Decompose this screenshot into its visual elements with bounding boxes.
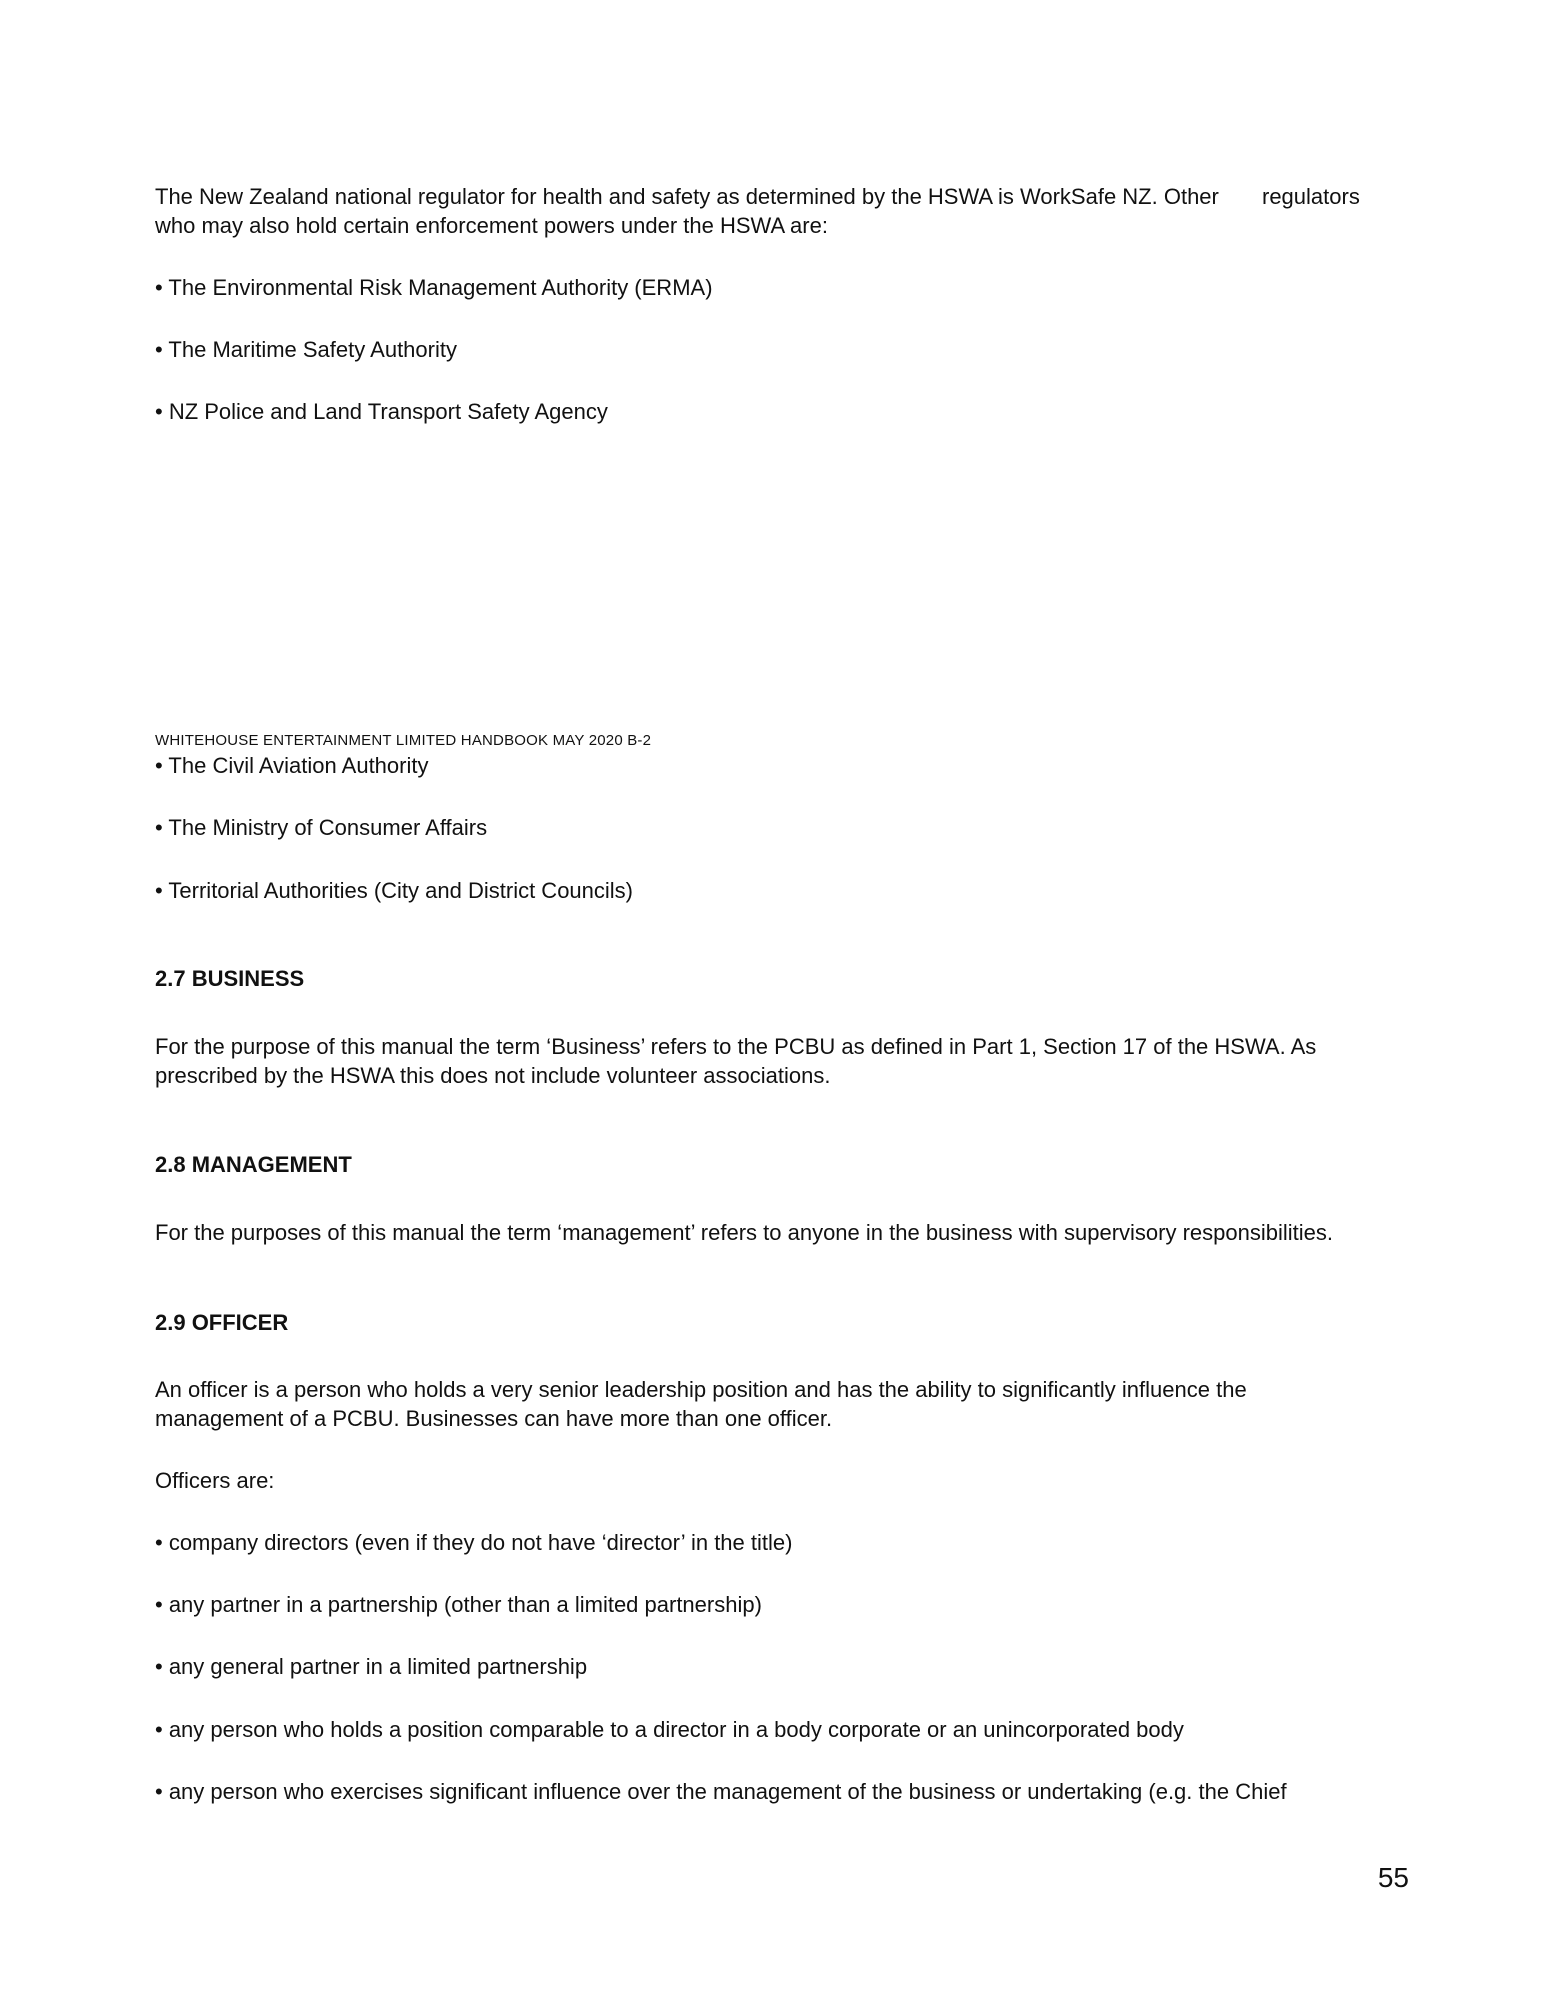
management-text: For the purposes of this manual the term ‘management’ refers to anyone in the business with supervisory responsibilities. xyxy=(155,1220,1333,1245)
page-number: 55 xyxy=(1377,1862,1409,1893)
section-heading-business: 2.7 BUSINESS xyxy=(155,966,305,991)
business-line-1: For the purpose of this manual the term ‘Business’ refers to the PCBU as defined in Part 1, Section 17 of the HSWA. As xyxy=(155,1034,1317,1059)
intro-line-1: The New Zealand national regulator for health and safety as determined by the HSWA is WorkSafe NZ. Other xyxy=(155,184,1219,209)
handbook-footer-note: WHITEHOUSE ENTERTAINMENT LIMITED HANDBOOK MAY 2020 B-2 xyxy=(155,732,652,749)
officer-line-2: management of a PCBU. Businesses can have more than one officer. xyxy=(155,1406,833,1431)
section-heading-officer: 2.9 OFFICER xyxy=(155,1310,289,1335)
officer-item-directors: • company directors (even if they do not have ‘director’ in the title) xyxy=(155,1530,793,1555)
section-heading-management: 2.8 MANAGEMENT xyxy=(155,1152,352,1177)
regulator-item-consumer-affairs: • The Ministry of Consumer Affairs xyxy=(155,815,488,840)
officers-are-label: Officers are: xyxy=(155,1468,275,1493)
business-line-2: prescribed by the HSWA this does not include volunteer associations. xyxy=(155,1063,831,1088)
officer-line-1: An officer is a person who holds a very senior leadership position and has the ability to significantly influence the xyxy=(155,1377,1247,1402)
officer-item-general-partner: • any general partner in a limited partnership xyxy=(155,1654,588,1679)
regulator-item-police: • NZ Police and Land Transport Safety Agency xyxy=(155,399,608,424)
regulator-item-maritime: • The Maritime Safety Authority xyxy=(155,337,457,362)
officer-item-partner: • any partner in a partnership (other than a limited partnership) xyxy=(155,1592,762,1617)
intro-float-word: regulators xyxy=(1262,184,1360,209)
officer-item-significant-influence: • any person who exercises significant influence over the management of the business or undertaking (e.g. the Chief xyxy=(155,1779,1287,1804)
regulator-item-territorial: • Territorial Authorities (City and District Councils) xyxy=(155,878,633,903)
regulator-item-civil-aviation: • The Civil Aviation Authority xyxy=(155,753,429,778)
regulator-item-erma: • The Environmental Risk Management Authority (ERMA) xyxy=(155,275,713,300)
intro-line-2: who may also hold certain enforcement powers under the HSWA are: xyxy=(155,213,828,238)
officer-item-comparable-position: • any person who holds a position comparable to a director in a body corporate or an unincorporated body xyxy=(155,1717,1184,1742)
